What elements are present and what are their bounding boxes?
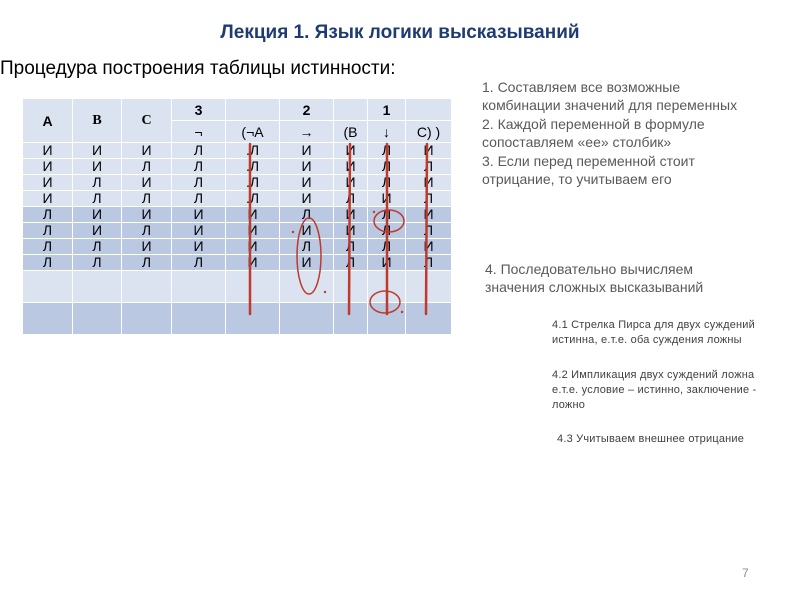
step-4-3: 4.3 Учитываем внешнее отрицание [557, 433, 745, 445]
header-implication: → [280, 121, 334, 143]
page-number: 7 [742, 566, 749, 580]
header-order-1: 1 [368, 99, 406, 121]
header-pierce-arrow: ↓ [368, 121, 406, 143]
header-c: C [122, 99, 172, 143]
table-row: И И Л Л .Л И И Л Л [23, 159, 452, 175]
table-row: Л Л Л Л И И Л И Л [23, 255, 452, 271]
step-4: 4. Последовательно вычисляем значения сложных высказываний [485, 261, 704, 295]
table-row: И Л Л Л .Л И Л И Л [23, 191, 452, 207]
slide-title: Лекция 1. Язык логики высказываний [220, 22, 580, 43]
steps-list [482, 78, 752, 189]
header-order-2: 2 [280, 99, 334, 121]
step-2: 2. Каждой переменной в формуле сопоставляем «ее» столбик» [482, 116, 705, 150]
header-order-3: 3 [172, 99, 226, 121]
step-1: 1. Составляем все возможные комбинации значений для переменных [482, 79, 738, 113]
step-4-2: 4.2 Импликация двух суждений ложна е.т.е. условие – истинно, заключение - ложно [552, 369, 757, 411]
step-4-1: 4.1 Стрелка Пирса для двух суждений истинна, е.т.е. оба суждения ложны [552, 319, 755, 346]
step-3: 3. Если перед переменной стоит отрицание, то учитываем его [482, 153, 695, 187]
table-row: И И И Л .Л И И Л И [23, 143, 452, 159]
table-row-empty [23, 303, 452, 335]
header-neg-a: (¬A [226, 121, 280, 143]
header-b: B [73, 99, 122, 143]
header-open-b: (B [334, 121, 368, 143]
table-row: Л И И И И Л И Л И [23, 207, 452, 223]
slide-subtitle: Процедура построения таблицы истинности: [0, 58, 396, 79]
header-negation: ¬ [172, 121, 226, 143]
table-row-empty [23, 271, 452, 303]
truth-table [22, 98, 452, 335]
header-a: A [23, 99, 73, 143]
table-row: Л И Л И И И И Л Л [23, 223, 452, 239]
table-row: И Л И Л .Л И И Л И [23, 175, 452, 191]
table-row: Л Л И И И Л Л Л И [23, 239, 452, 255]
header-close-c: C) ) [406, 121, 452, 143]
